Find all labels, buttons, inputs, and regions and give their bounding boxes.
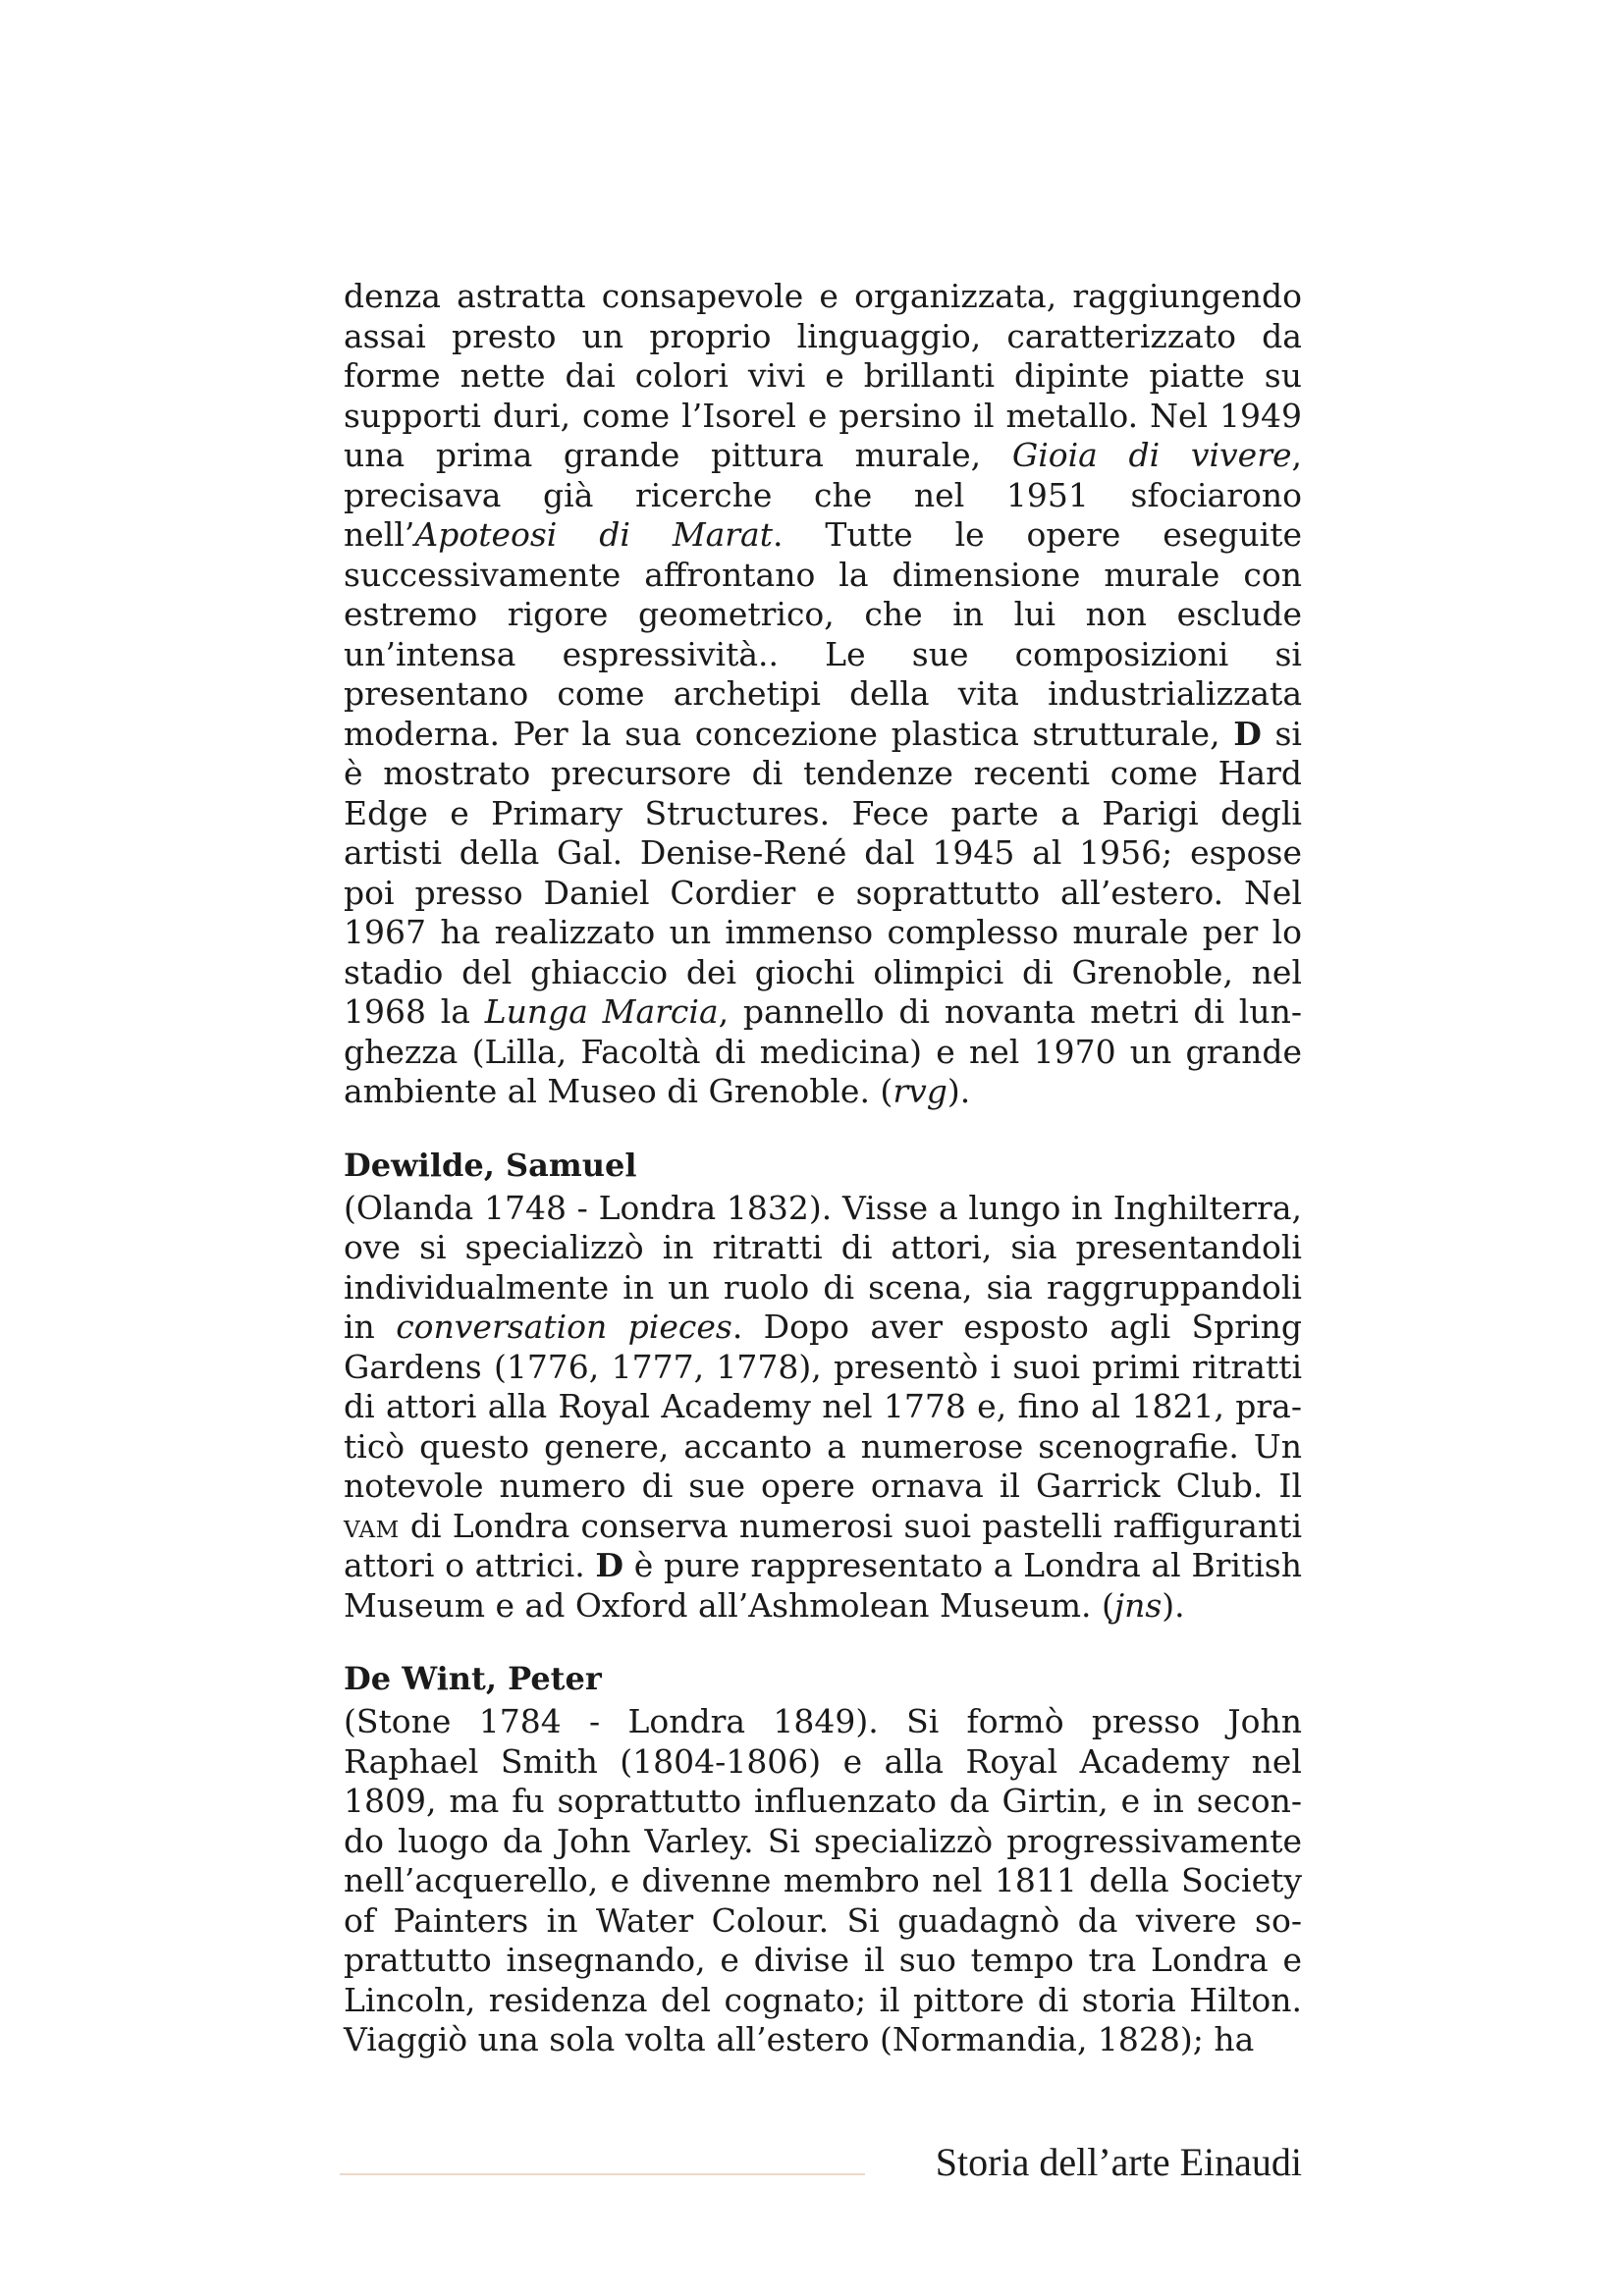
intro-text-3: . Tutte le opere eseguite successivamente affrontano la dimensione murale con estremo rigore geometrico, che in lui non esclude un’intensa espressività.. Le sue composizioni si presentano come archetipi della vita industrializzata moderna. Per la sua concezione plastica strutturale, [344,515,1302,753]
dewilde-abbrev-d: D [595,1546,624,1584]
page-footer [340,2138,1302,2187]
dewilde-text-1: (Olanda 1748 - Londra 1832). Visse a lungo in Inghilterra, ove si specializzò in ritratti di attori, sia presentandoli individualmente in un ruolo di scena, sia raggruppandoli in [344,1188,1302,1346]
intro-title-gioia: Gioia di vivere [1011,436,1292,474]
intro-abbrev-d: D [1233,714,1262,753]
page-body [344,277,1302,2060]
entry-body-de-wint: (Stone 1784 - Londra 1849). Si formò presso John Raphael Smith (1804-1806) e alla Royal Academy nel 1809, ma fu soprattutto influenzato da Girtin, e in secondo luogo da John Varley. Si specializzò progressivamente nell’acquerello, e divenne membro nel 1811 della Society of Painters in Water Colour. Si guadagnò da vivere soprattutto insegnando, e divise il suo tempo tra Londra e Lincoln, residenza del cognato; il pittore di storia Hilton. Viaggiò una sola volta all’estero (Normandia, 1828); ha [344,1702,1302,2058]
intro-text-5: , pannello di novanta metri di lunghezza (Lilla, Facoltà di medicina) e nel 1970 un grande ambiente al Museo di Grenoble. ( [344,992,1302,1110]
entry-heading-de-wint: De Wint, Peter [344,1660,602,1697]
intro-paragraph [344,277,1302,1112]
dewilde-text-3: di Londra conserva numerosi suoi pastelli raffiguranti attori o attrici. [344,1506,1302,1584]
dewilde-text-4: è pure rappresentato a Londra al British Museum e ad Oxford all’Ashmolean Museum. ( [344,1546,1302,1625]
entry-heading-dewilde: Dewilde, Samuel [344,1146,637,1184]
intro-text-1: denza astratta consapevole e organizzata, raggiungendo assai presto un proprio linguaggio, caratterizzato da forme nette dai colori vivi e brillanti dipinte piatte su supporti duri, come l’Isorel e persino il metallo. Nel 1949 una prima grande pittura murale, [344,277,1302,474]
dewilde-author-initials: jns [1113,1585,1163,1625]
footer-divider [340,2173,865,2175]
intro-text-4: si è mostrato precursore di tendenze recenti come Hard Edge e Primary Structures. Fece parte a Parigi degli artisti della Gal. Denise-René dal 1945 al 1956; espose poi presso Daniel Cordier e soprattutto all’estero. Nel 1967 ha realizzato un immenso complesso murale per lo stadio del ghiaccio dei giochi olimpici di Grenoble, nel 1968 la [344,714,1302,1031]
dewilde-abbrev-vam: vam [344,1506,400,1545]
intro-title-lunga-marcia: Lunga Marcia [484,992,719,1031]
intro-text-2: , precisava già ricerche che nel 1951 sfociarono nell’ [344,436,1302,554]
intro-title-marat: Apoteosi di Marat [414,515,773,554]
entry-body-dewilde [344,1189,1302,1627]
dewilde-title-conversation-pieces: conversation pieces [396,1308,732,1346]
intro-author-initials: rvg [893,1072,947,1110]
dewilde-text-5: ). [1162,1585,1185,1625]
dewilde-text-2: . Dopo aver esposto agli Spring Gardens (1776, 1777, 1778), presentò i suoi primi ritratti di attori alla Royal Academy nel 1778 e, fino al 1821, praticò questo genere, accanto a numerose scenografie. Un notevole numero di sue opere ornava il Garrick Club. Il [344,1308,1302,1505]
intro-text-6: ). [947,1072,971,1110]
footer-publication-label: Storia dell’arte Einaudi [935,2140,1302,2184]
